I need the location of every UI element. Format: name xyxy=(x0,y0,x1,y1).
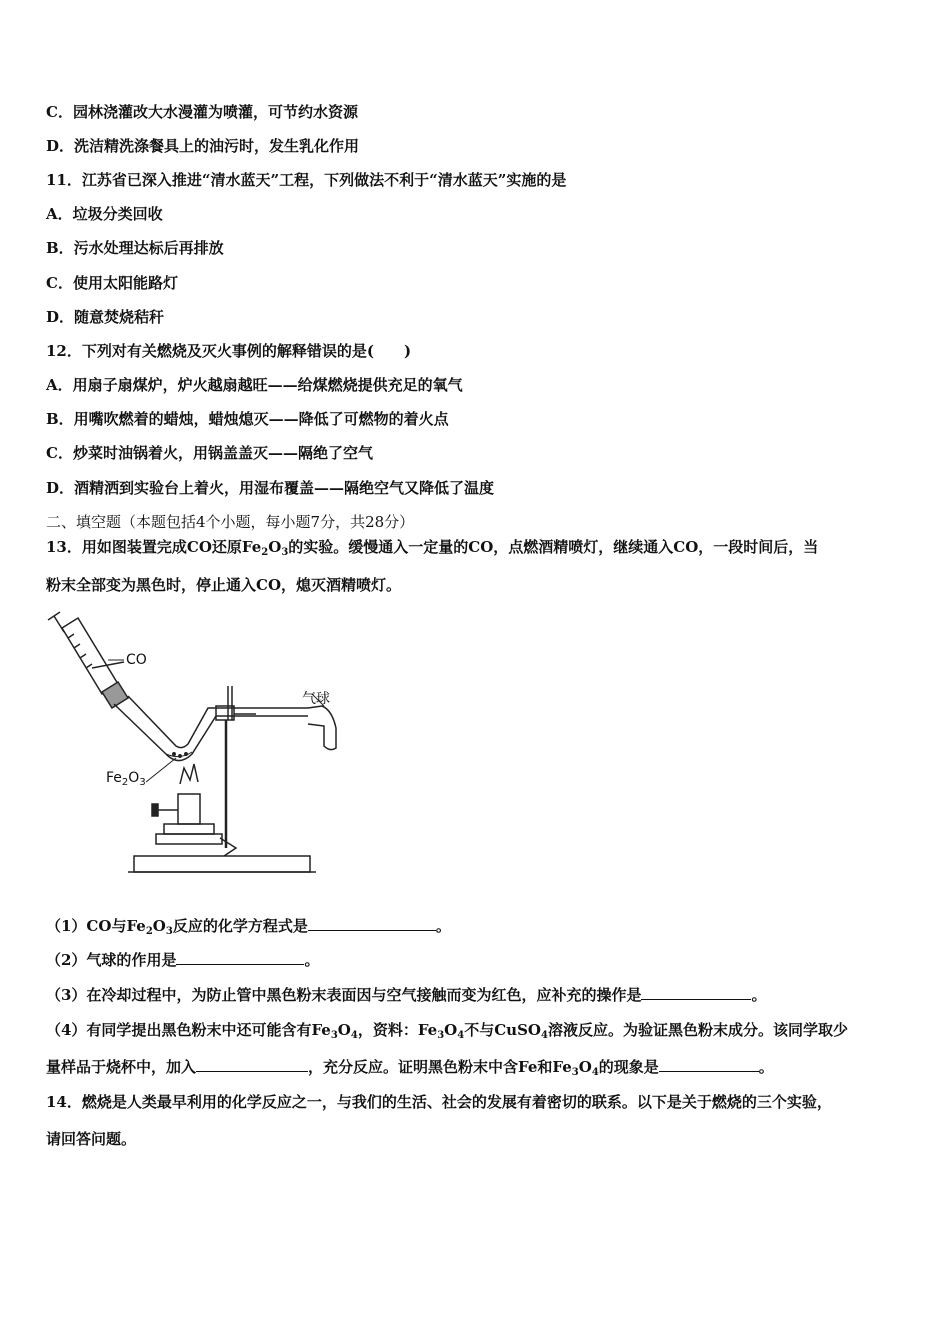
q13-stem-part: 13．用如图装置完成CO还原Fe xyxy=(46,538,262,556)
q13-part4-text: O xyxy=(337,1021,351,1039)
stand-base xyxy=(128,856,316,872)
q11-option-b: B．污水处理达标后再排放 xyxy=(46,239,224,257)
q12-option-c: C．炒菜时油锅着火，用锅盖盖灭——隔绝了空气 xyxy=(46,444,373,462)
q13-part3-text: （3）在冷却过程中，为防止管中黑色粉末表面因与空气接触而变为红色，应补充的操作是 xyxy=(46,986,642,1004)
subscript: 3 xyxy=(165,926,173,937)
q11-option-d: D．随意焚烧秸秆 xyxy=(46,308,165,326)
q13-part2-text: （2）气球的作用是 xyxy=(46,951,177,969)
q13-part1-text: （1）CO与Fe xyxy=(46,917,146,935)
period: 。 xyxy=(751,986,767,1004)
section-heading: 二、填空题（本题包括4个小题，每小题7分，共28分） xyxy=(46,513,415,531)
co-label: CO xyxy=(126,652,147,668)
balloon-label: 气球 xyxy=(302,691,330,707)
subscript: 2 xyxy=(145,926,153,937)
subscript: 3 xyxy=(139,777,146,788)
period: 。 xyxy=(435,917,451,935)
period: 。 xyxy=(304,951,320,969)
q13-part1 xyxy=(46,916,451,936)
fe2o3-label-part: O xyxy=(128,770,140,786)
alcohol-burner xyxy=(152,764,222,844)
period: 。 xyxy=(758,1058,774,1076)
q13-stem-part: 的实验。缓慢通入一定量的CO，点燃酒精喷灯，继续通入CO，一段时间后，当 xyxy=(288,538,819,556)
q13-part4-text: ，充分反应。证明黑色粉末中含Fe和Fe xyxy=(308,1058,572,1076)
q13-part4-text: ，资料：Fe xyxy=(357,1021,438,1039)
answer-blank[interactable] xyxy=(641,985,751,1000)
q13-stem-line2: 粉末全部变为黑色时，停止通入CO，熄灭酒精喷灯。 xyxy=(46,576,402,594)
subscript: 3 xyxy=(437,1030,445,1041)
answer-blank[interactable] xyxy=(196,1057,308,1072)
q13-part4-text: 溶液反应。为验证黑色粉末成分。该同学取少 xyxy=(547,1021,848,1039)
subscript: 3 xyxy=(281,547,289,558)
q10-option-c: C．园林浇灌改大水漫灌为喷灌，可节约水资源 xyxy=(46,103,358,121)
q13-part4-text: （4）有同学提出黑色粉末中还可能含有Fe xyxy=(46,1021,331,1039)
subscript: 4 xyxy=(350,1030,358,1041)
q13-part4-text: O xyxy=(578,1058,592,1076)
subscript: 4 xyxy=(540,1030,548,1041)
q12-option-a: A．用扇子扇煤炉，炉火越扇越旺——给煤燃烧提供充足的氧气 xyxy=(46,376,463,394)
answer-blank[interactable] xyxy=(659,1057,759,1072)
q13-part4-text: 的现象是 xyxy=(598,1058,659,1076)
subscript: 4 xyxy=(591,1067,599,1078)
answer-blank[interactable] xyxy=(308,916,436,931)
q11-option-c: C．使用太阳能路灯 xyxy=(46,274,178,292)
q13-part3 xyxy=(46,985,766,1005)
answer-blank[interactable] xyxy=(176,950,304,965)
subscript: 3 xyxy=(330,1030,338,1041)
q13-part1-text: 反应的化学方程式是 xyxy=(172,917,308,935)
q13-part4-line1 xyxy=(46,1020,848,1040)
q13-part4-text: 量样品于烧杯中，加入 xyxy=(46,1058,197,1076)
fe2o3-label xyxy=(106,770,146,786)
apparatus-diagram xyxy=(40,598,360,888)
q13-part4-line2 xyxy=(46,1057,774,1077)
q13-stem-part: O xyxy=(268,538,282,556)
iron-stand xyxy=(216,686,256,856)
apparatus-figure xyxy=(40,598,360,888)
q13-stem-line1 xyxy=(46,537,818,557)
q13-part1-text: O xyxy=(152,917,166,935)
q11-option-a: A．垃圾分类回收 xyxy=(46,205,163,223)
q10-option-d: D．洗洁精洗涤餐具上的油污时，发生乳化作用 xyxy=(46,137,360,155)
q12-option-b: B．用嘴吹燃着的蜡烛，蜡烛熄灭——降低了可燃物的着火点 xyxy=(46,410,449,428)
q12-option-d: D．酒精洒到实验台上着火，用湿布覆盖——隔绝空气又降低了温度 xyxy=(46,479,495,497)
fe2o3-label-part: Fe xyxy=(106,770,122,786)
q11-stem: 11．江苏省已深入推进“清水蓝天”工程，下列做法不利于“清水蓝天”实施的是 xyxy=(46,171,567,189)
q13-part4-text: 不与CuSO xyxy=(464,1021,541,1039)
q14-stem-line1: 14．燃烧是人类最早利用的化学反应之一，与我们的生活、社会的发展有着密切的联系。以下是关于燃烧的三个实验， xyxy=(46,1093,832,1111)
q13-part4-text: O xyxy=(444,1021,458,1039)
q12-stem: 12．下列对有关燃烧及灭火事例的解释错误的是( ) xyxy=(46,342,412,360)
subscript: 4 xyxy=(457,1030,465,1041)
subscript: 2 xyxy=(261,547,269,558)
subscript: 3 xyxy=(571,1067,579,1078)
q13-part2 xyxy=(46,950,319,970)
subscript: 2 xyxy=(121,777,129,788)
q14-stem-line2: 请回答问题。 xyxy=(46,1130,137,1148)
